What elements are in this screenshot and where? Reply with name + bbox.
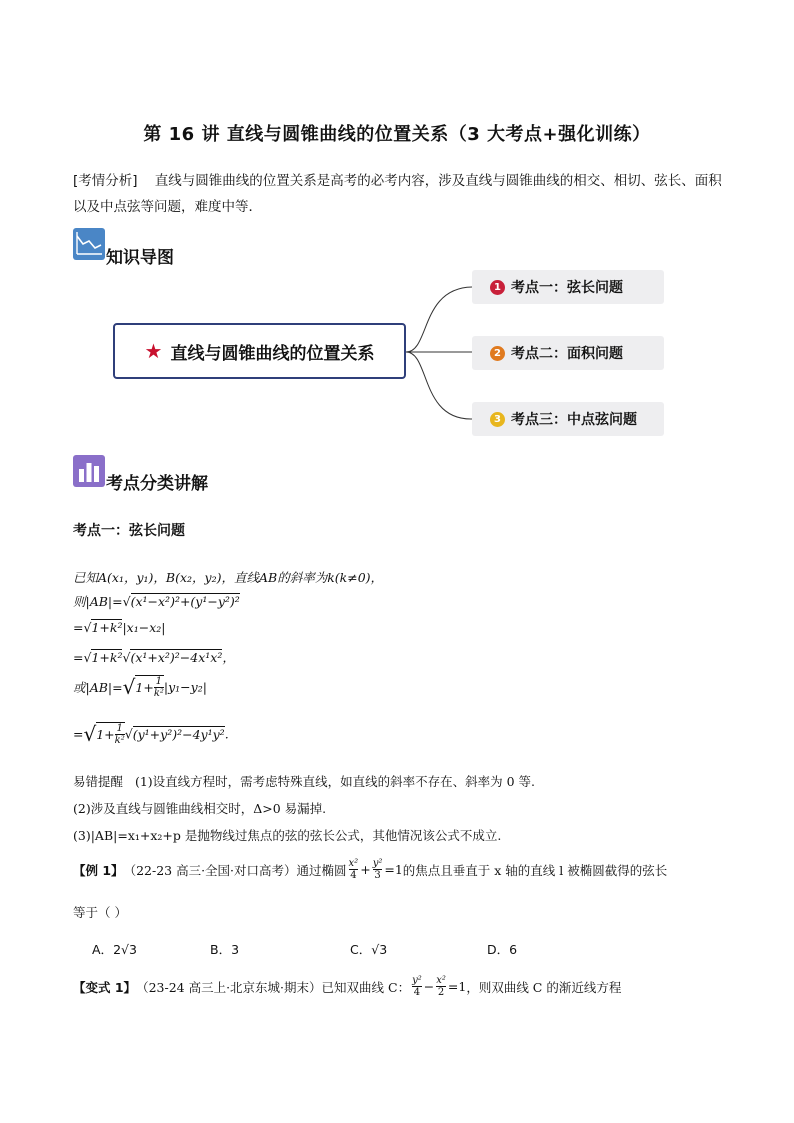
- number-badge-icon: 2: [490, 346, 505, 361]
- formula-line-6: =√ 1+ $\frac{1}{\text{k²}}$ √(y¹+y²)²−4y¹y².: [73, 722, 229, 746]
- analysis-text: 直线与圆锥曲线的位置关系是高考的必考内容，涉及直线与圆锥曲线的相交、相切、弦长、面积以及中点弦等问题，难度中等．: [73, 173, 722, 215]
- mind-map-center: [113, 323, 406, 379]
- mind-node-label: 考点一：弦长问题: [511, 280, 623, 296]
- bar-chart-icon: [73, 455, 105, 487]
- mind-node-2: [472, 336, 664, 370]
- star-icon: ★: [144, 339, 163, 363]
- note-line-1: 易错提醒 (1)设直线方程时，需考虑特殊直线，如直线的斜率不存在、斜率为 0 等.: [73, 774, 536, 789]
- analysis-label: [考情分析]: [73, 173, 138, 189]
- mind-node-label: 考点二：面积问题: [511, 346, 623, 362]
- note-line-3: (3)|AB|=x₁+x₂+p 是抛物线过焦点的弦的弦长公式，其他情况该公式不成立.: [73, 828, 502, 843]
- mind-node-3: [472, 402, 664, 436]
- variant-1: 【变式 1】 （23-24 高三上·北京东城·期末） 已知双曲线 C： $\frac{\text{y²}}{4}$ − $\frac{\text{x²}}{2}$ =1 ，则双曲线 C 的渐近线方程: [73, 975, 622, 998]
- formula-line-2: 则|AB|=√(x¹−x²)²+(y¹−y²)²: [73, 594, 240, 609]
- mind-node-1: [472, 270, 664, 304]
- knowledge-map-heading: 知识导图: [106, 248, 174, 268]
- note-line-2: (2)涉及直线与圆锥曲线相交时，Δ>0 易漏掉.: [73, 801, 327, 816]
- option-d[interactable]: D．6: [487, 942, 518, 957]
- number-badge-icon: 1: [490, 280, 505, 295]
- topic1-heading: 考点一：弦长问题: [73, 523, 185, 539]
- number-badge-icon: 3: [490, 412, 505, 427]
- formula-line-4: =√1+k²√(x¹+x²)²−4x¹x²，: [73, 650, 235, 665]
- option-c[interactable]: C．√3: [350, 942, 388, 957]
- option-a[interactable]: A．2√3: [92, 942, 137, 957]
- page-title: 第 16 讲 直线与圆锥曲线的位置关系（3 大考点+强化训练）: [143, 124, 651, 145]
- example-1: 【例 1】 （22-23 高三·全国·对口高考） 通过椭圆 $\frac{\text{x²}}{4}$ + $\frac{\text{y²}}{3}$ =1 的焦点且垂直于 x 轴的直线 l 被椭圆截得的弦长: [73, 858, 668, 881]
- formula-line-5: 或|AB|=√ 1+ $\frac{1}{\text{k²}}$ |y₁−y₂|: [73, 675, 207, 699]
- option-b[interactable]: B．3: [210, 942, 240, 957]
- mind-map-connectors: [0, 0, 794, 460]
- explain-heading: 考点分类讲解: [106, 474, 208, 494]
- mind-map-center-label: 直线与圆锥曲线的位置关系: [170, 343, 375, 364]
- formula-line-1: 已知A(x₁，y₁)，B(x₂，y₂)，直线AB的斜率为k(k≠0)，: [73, 570, 384, 585]
- example-1-continuation: 等于（ ）: [73, 905, 127, 920]
- mind-node-label: 考点三：中点弦问题: [511, 412, 637, 428]
- formula-line-3: =√1+k²|x₁−x₂|: [73, 620, 166, 635]
